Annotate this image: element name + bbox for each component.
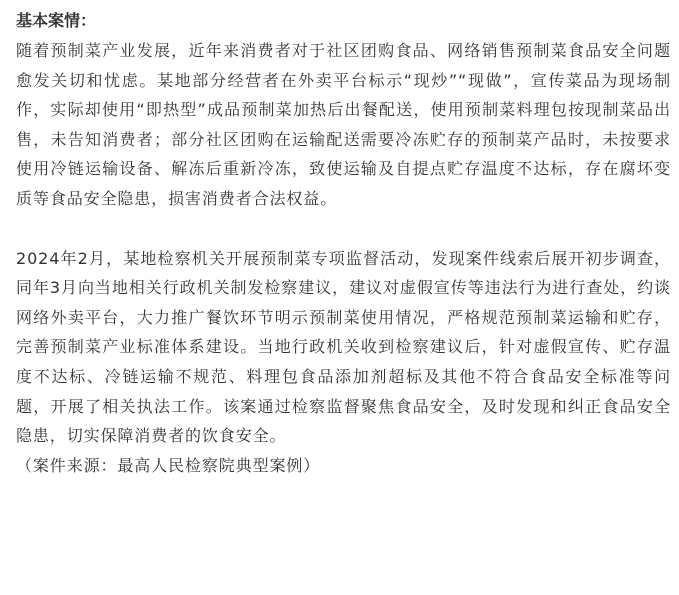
- case-paragraph-2: 2024年2月，某地检察机关开展预制菜专项监督活动，发现案件线索后展开初步调查，同年3月向当地相关行政机关制发检察建议，建议对虚假宣传等违法行为进行查处，约谈网络外卖平台，大力推广餐饮环节明示预制菜使用情况，严格规范预制菜运输和贮存，完善预制菜产业标准体系建设。当地行政机关收到检察建议后，针对虚假宣传、贮存温度不达标、冷链运输不规范、料理包食品添加剂超标及其他不符合食品安全标准等问题，开展了相关执法工作。该案通过检察监督聚焦食品安全，及时发现和纠正食品安全隐患，切实保障消费者的饮食安全。: [16, 248, 671, 446]
- paragraph-spacer: [16, 214, 671, 244]
- section-heading: 基本案情：: [16, 11, 97, 30]
- case-paragraph-1: 随着预制菜产业发展，近年来消费者对于社区团购食品、网络销售预制菜食品安全问题愈发关切和忧虑。某地部分经营者在外卖平台标示“现炒”“现做”，宣传菜品为现场制作，实际却使用“即热型”成品预制菜加热后出餐配送，使用预制菜料理包按现制菜品出售，未告知消费者；部分社区团购在运输配送需要冷冻贮存的预制菜产品时，未按要求使用冷链运输设备、解冻后重新冷冻，致使运输及自提点贮存温度不达标，存在腐坏变质等食品安全隐患，损害消费者合法权益。: [16, 41, 671, 208]
- case-source: （案件来源：最高人民检察院典型案例）: [16, 455, 321, 475]
